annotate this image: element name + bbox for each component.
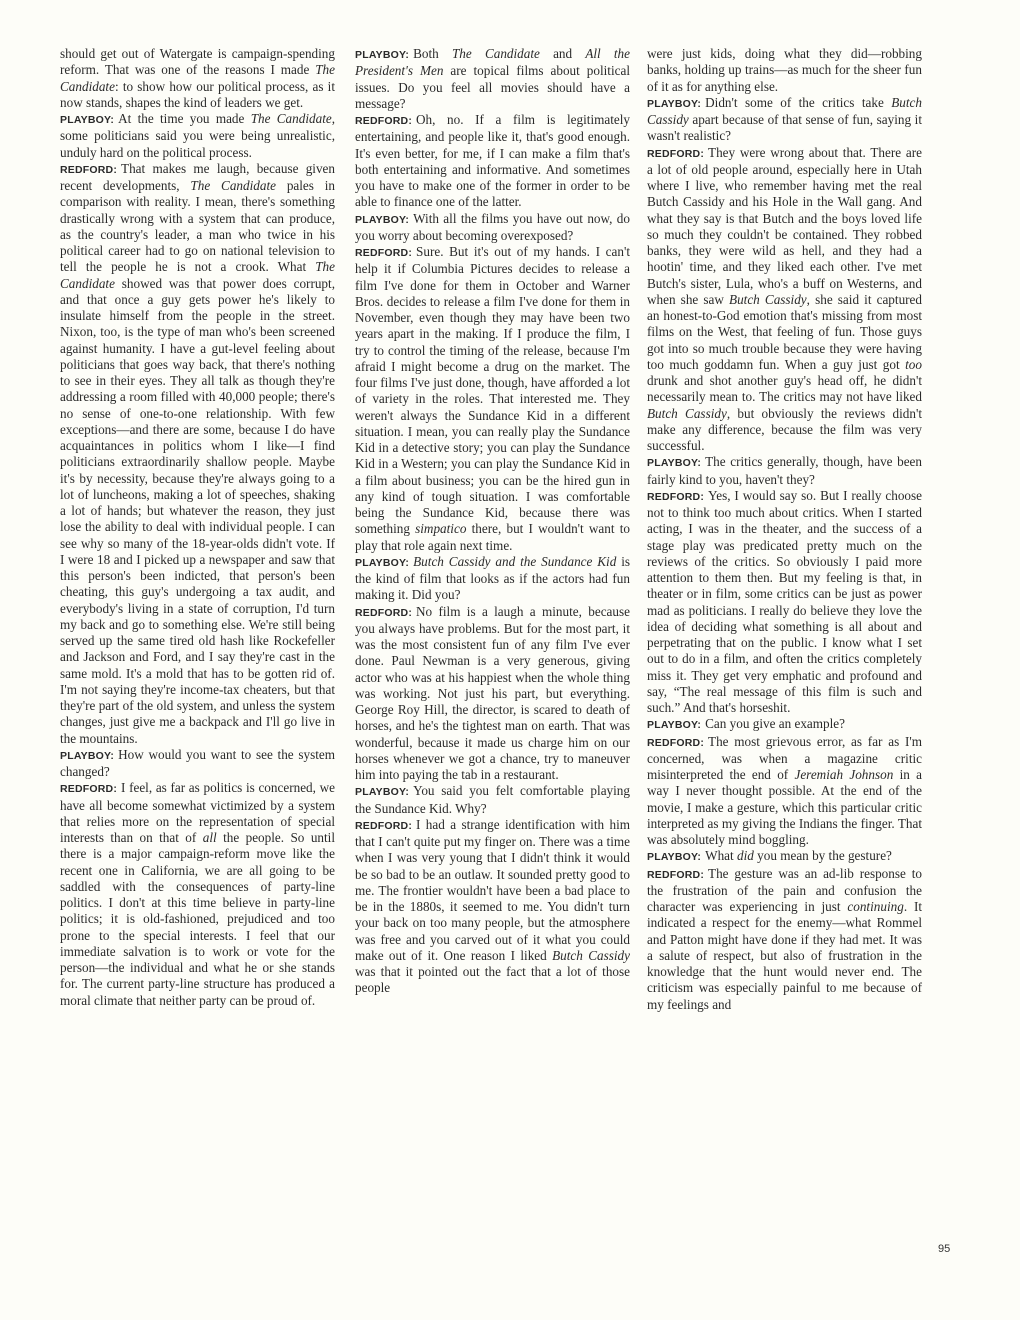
speaker-label: REDFORD: [647, 736, 705, 749]
paragraph [647, 488, 922, 717]
text-column-1 [60, 46, 335, 1009]
speaker-label: REDFORD: [647, 147, 705, 160]
paragraph-text: With all the films you have out now, do you worry about becoming overexposed? [355, 210, 630, 243]
speaker-label: REDFORD: [647, 490, 705, 503]
paragraph [355, 817, 630, 997]
speaker-label: REDFORD: [355, 606, 413, 619]
text-column-3 [647, 46, 922, 1013]
speaker-label: REDFORD: [355, 115, 413, 127]
paragraph [647, 866, 922, 1013]
paragraph [60, 161, 335, 747]
speaker-label: PLAYBOY: [647, 719, 702, 732]
speaker-label: PLAYBOY: [355, 213, 410, 226]
paragraph-text: At the time you made The Candidate, some politicians said you were being unrealistic, unduly hard on the political process. [60, 111, 336, 160]
paragraph [355, 604, 630, 784]
speaker-label: PLAYBOY: [647, 457, 702, 470]
paragraph [60, 111, 335, 161]
paragraph [355, 112, 630, 211]
paragraph [60, 747, 335, 781]
paragraph-text: How would you want to see the system changed? [60, 746, 335, 779]
paragraph [647, 734, 922, 849]
paragraph-text: No film is a laugh a minute, because you always have problems. But for the most part, it was the most consistent fun of any film I've ever done. Paul Newman is a very generous, giving actor who was at his happiest when the whole thing was working. Not just his part, but everything. George Roy Hill, the director, is scared to death of horses, and he's the tightest man on earth. That was wonderful, because it made us charge him on our horses whenever we got a chance, try to maneuver him into paying the tab in a restaurant. [355, 603, 630, 782]
speaker-label: REDFORD: [60, 783, 118, 796]
paragraph-text: They were wrong about that. There are a lot of old people around, especially here in Utah where I live, who remember having met the real Butch Cassidy and his Hole in the Wall gang. And what they say is that Butch and the boys loved life so much they couldn't be contained. They robbed banks, they were wild as hell, and they had a hootin' time, and they liked each other. I've met Butch's sister, Lula, who's a buff on Westerns, and when she saw Butch Cassidy, she said it captured an honest-to-God emotion that's missing from most films on the West, that feeling of fun. Those guys got into so much trouble because they were having too much goddamn fun. When a guy just got too drunk and shot another guy's head off, he didn't necessarily mean to. The critics may not have liked Butch Cassidy, but obviously the reviews didn't make any difference, because the film was very successful. [647, 144, 922, 453]
paragraph [355, 554, 630, 604]
paragraph [647, 46, 922, 95]
speaker-label: PLAYBOY: [647, 97, 702, 110]
speaker-label: PLAYBOY: [647, 851, 702, 864]
paragraph [355, 211, 630, 245]
paragraph-text: You said you felt comfortable playing the Sundance Kid. Why? [355, 783, 630, 816]
paragraph-text: Butch Cassidy and the Sundance Kid is the kind of film that looks as if the actors had fun making it. Did you? [355, 553, 630, 603]
speaker-label: REDFORD: [355, 247, 413, 259]
paragraph-text: Sure. But it's out of my hands. I can't help it if Columbia Pictures decides to release a film I've done for them in October and Warner Bros. decides to release a film I've done for them in November, even though they may have been two years apart in the making. If I produce the film, I try to control the timing of the release, because I'm afraid I might become a drug on the market. The four films I've just done, though, have afforded a lot of variety in the roles. That interested me. They weren't always the Sundance Kid in a different situation. I mean, you can really play the Sundance Kid in a detective story; you can play the Sundance Kid in a Western; you can play the Sundance Kid in a film about business; you can be the hired gun in any kind of tough situation. I was comfortable being the Sundance Kid, because there was something simpatico there, but I wouldn't want to play that role again next time. [355, 244, 630, 553]
speaker-label: PLAYBOY: [60, 114, 115, 126]
speaker-label: REDFORD: [647, 868, 705, 881]
paragraph-text: The gesture was an ad-lib response to the frustration of the pain and confusion the character was experiencing in just continuing. It indicated a respect for the enemy—what Rommel and Patton might have done if they had met. It was a salute of respect, but also of frustration in the knowledge that the hunt would never end. The criticism was especially painful to me because of my feelings and [647, 865, 922, 1012]
paragraph-text: Yes, I would say so. But I really choose not to think too much about critics. When I started acting, I was in the theater, and the success of a stage play was predicated pretty much on the reviews of the critics. So obviously I paid more attention to them then. But my feeling is that, in theater or in film, some critics can be just as power mad as politicians. I really do believe they love the idea of deciding what something is all about and perpetrating that on the public. I know what I set out to do in a film, and often the critics completely miss it. They get very emphatic and profound and say, “The real message of this film is such and such.” And that's horseshit. [647, 487, 922, 715]
paragraph [60, 780, 335, 1009]
paragraph-text: Oh, no. If a film is legitimately entertaining, and people like it, that's good enough. It's even better, for me, if I can make a film that's both entertaining and informative. And sometimes you have to make one of the former in order to be able to finance one of the latter. [355, 112, 630, 210]
paragraph-text: were just kids, doing what they did—robbing banks, holding up trains—as much for the sheer fun of it as for anything else. [647, 46, 922, 94]
paragraph-text: The critics generally, though, have been fairly kind to you, haven't they? [647, 454, 922, 487]
paragraph-text: What did you mean by the gesture? [705, 848, 892, 864]
paragraph-text: should get out of Watergate is campaign-spending reform. That was one of the reasons I made The Candidate: to show how our political process, as it now stands, shapes the kind of leaders we get. [60, 46, 335, 110]
paragraph [647, 848, 922, 865]
speaker-label: REDFORD: [60, 163, 118, 176]
paragraph-text: Didn't some of the critics take Butch Cassidy apart because of that sense of fun, saying it wasn't realistic? [647, 94, 922, 144]
paragraph-text: Both The Candidate and All the President's Men are topical films about political issues. Do you feel all movies should have a message? [355, 46, 631, 111]
paragraph-text: The most grievous error, as far as I'm concerned, was when a magazine critic misinterpreted the end of Jeremiah Johnson in a way I never thought possible. At the end of the movie, I make a gesture, which this particular critic interpreted as my giving the Indians the finger. That was absolutely mind boggling. [647, 733, 922, 847]
paragraph-text: That makes me laugh, because given recent developments, The Candidate pales in comparison with reality. I mean, there's something drastically wrong with a system that can produce, as the country's leader, a man who twice in his political career had to go on national television to tell the people he is not a crook. What The Candidate showed was that power does corrupt, and that once a guy gets power he's likely to insulate himself from the people in the street. Nixon, too, is the type of man who's been screened against humanity. I have a gut-level feeling about politicians that goes way back, that there's nothing to see in their eyes. They all talk as though they're addressing a room filled with 40,000 people; there's no sense of one-to-one relationship. With few exceptions—and there are some, because I do have acquaintances in politics whom I like—I find politicians extraordinarily shallow people. Maybe it's by necessity, because they're always going to a lot of luncheons, making a lot of speeches, shaking a lot of hands; but whatever the reason, they just lose the ability to deal with individual people. I can see why so many of the 18-year-olds didn't vote. If I were 18 and I picked up a newspaper and saw that this person's been indicted, that person's been cheating, this guy's undergoing a tax audit, and everybody's living in a state of corruption, I'd turn my back and go to something else. We're still being served up the same tired old hash like Rockefeller and Jackson and Ford, and I say they're cast in the same mold. It's a mold that has to be gotten rid of. I'm not saying they're income-tax cheaters, but that they're part of the old system, and unless the system changes, just give me a backpack and I'll go live in the mountains. [60, 160, 335, 746]
paragraph-text: Can you give an example? [705, 716, 846, 732]
paragraph [647, 454, 922, 488]
page-number: 95 [938, 1243, 951, 1255]
paragraph-text: I feel, as far as politics is concerned, we have all become somewhat victimized by a system that relies more on the representation of special interests than on that of all the people. So until there is a major campaign-reform move like the recent one in California, we are all going to be saddled with the consequences of party-line politics. I don't at this time believe in party-line politics; it is old-fashioned, prejudiced and too prone to the special interests. I feel that our immediate salvation is to work or vote for the person—the individual and what he or she stands for. The current party-line structure has produced a moral climate that neither party can be proud of. [60, 780, 335, 1008]
paragraph [647, 95, 922, 145]
paragraph [60, 46, 335, 111]
paragraph [647, 716, 922, 733]
speaker-label: PLAYBOY: [355, 786, 410, 799]
paragraph-text: I had a strange identification with him that I can't quite put my finger on. There was a time when I was very young that I didn't think it would be so bad to be an outlaw. It sounded pretty good to me. The frontier wouldn't have been a bad place to be in the 1880s, it seemed to me. You didn't turn your back on too many people, but the atmosphere was free and you carved out of it what you could make out of it. One reason I liked Butch Cassidy was that it pointed out the fact that a lot of those people [355, 816, 631, 996]
text-column-2 [355, 46, 630, 997]
paragraph [355, 783, 630, 817]
paragraph [355, 46, 630, 112]
speaker-label: PLAYBOY: [60, 749, 115, 762]
paragraph [355, 244, 630, 554]
speaker-label: PLAYBOY: [355, 49, 410, 61]
paragraph [647, 145, 922, 455]
speaker-label: REDFORD: [355, 819, 413, 832]
speaker-label: PLAYBOY: [355, 556, 410, 569]
